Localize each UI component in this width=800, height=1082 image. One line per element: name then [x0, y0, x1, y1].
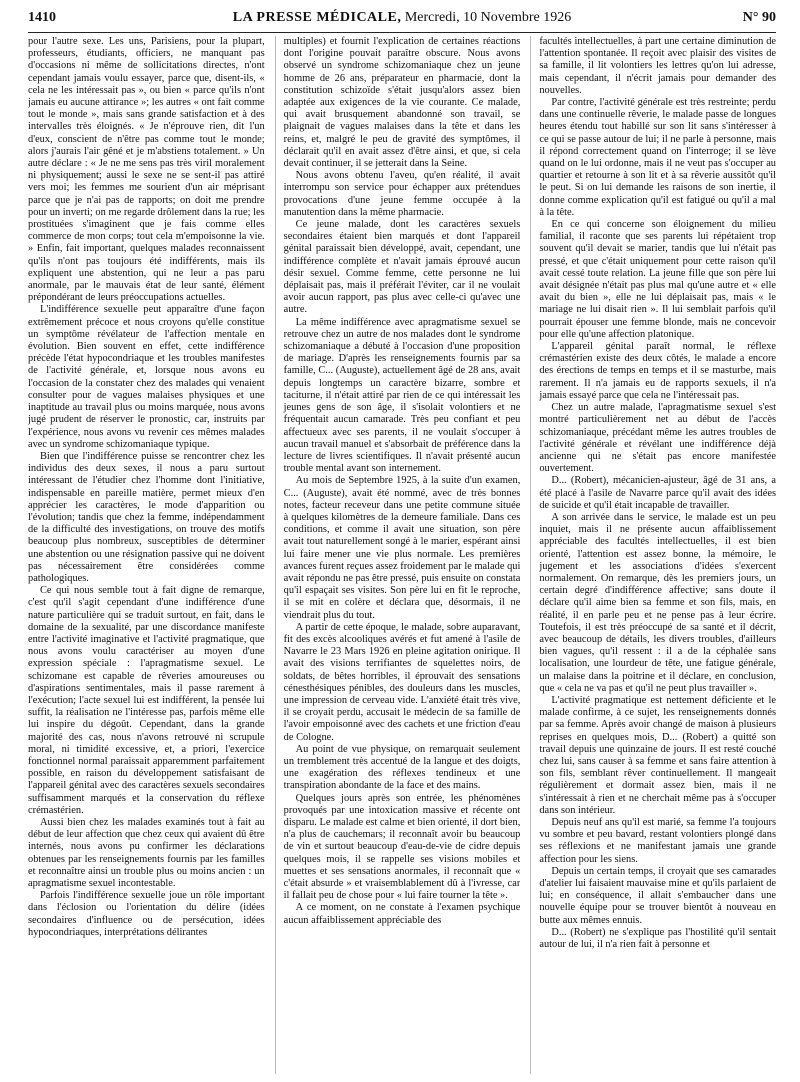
paragraph: Bien que l'indifférence puisse se rencontrer chez les individus des deux sexes, il nous a paru surtout intéressant de l'étudier chez l'homme dont l'initiative, indispensable en pareille matière, permet mieux d'en apprécier les caractères, le mode d'apparition ou l'évolution; tandis que chez la femme, indépendamment de la difficulté des investigations, on trouve des motifs beaucoup plus nombreux, susceptibles de déterminer une abstention ou une résignation passive qui ne doivent pas nécessairement être considérées comme pathologiques. [28, 450, 265, 584]
paragraph: multiples) et fournit l'explication de certaines réactions dont l'origine pouvait paraître obscure. Nous avons observé un syndrome schizomaniaque chez un jeune homme de 26 ans, préparateur en pharmacie, dont la constitution schizoïde s'était jusqu'alors assez bien adaptée aux exigences de la vie courante. Ce malade, qui avait brusquement abandonné son travail, se plaignait de vagues malaises dans la tête et dans les reins, et, malgré le peu de gravité des symptômes, il déclarait qu'il en avait assez d'être ainsi, et que, si cela devait continuer, il se jetterait dans la Seine. [283, 36, 521, 170]
page-number: 1410 [28, 10, 56, 25]
paragraph: L'indifférence sexuelle peut apparaître d'une façon extrêmement précoce et nous croyons qu'elle constitue un symptôme révélateur de l'affection mentale en évolution. Bien souvent en effet, cette indifférence précède l'état hypocondriaque et les troubles manifestes de l'activité générale, et, lorsque nous avons eu l'occasion de la constater chez des malades qui venaient consulter pour de vagues malaises physiques et une inaptitude au travail plus ou moins marquée, nous avons jugé prudent de réserver le pronostic, car, instruits par l'expérience, nous avons vu revenir ces mêmes malades avec un syndrome schizomaniaque typique. [28, 304, 265, 450]
paragraph: En ce qui concerne son éloignement du milieu familial, il raconte que ses parents lui répétaient trop souvent qu'il devait se marier, tandis que lui n'était pas pressé, et que c'était uniquement pour cette raison qu'il avait cessé toute relation. La jeune fille que son père lui avait désignée n'était pas plus mal qu'une autre et « elle avait du bien », elle ne lui déplaisait pas, mais « le mariage ne lui disait rien ». Il lui semblait parfois qu'il pourrait épouser une femme blonde, mais ne concevoir pour elle qu'une affection platonique. [539, 219, 777, 340]
paragraph: Depuis neuf ans qu'il est marié, sa femme l'a toujours vu sombre et peu bavard, restant volontiers plongé dans ses réflexions et ne manifestant jamais une grande affection pour les siens. [539, 817, 777, 865]
journal-title [28, 10, 776, 26]
column-right [530, 36, 776, 1074]
paragraph: A partir de cette époque, le malade, sobre auparavant, fit des excès alcooliques avérés et fut amené à l'asile de Navarre le 23 Mars 1926 en pleine agitation onirique. Il avait des visions terrifiantes de squelettes noirs, de soldats, de bêtes horribles, il éprouvait des sensations cénesthésiques pénibles, des douleurs dans les muscles, une impression de cerveau vide. L'anxiété était très vive, il se croyait perdu, accusait le médecin de sa famille de l'avoir empoisonné avec des cachets et une friction d'eau de Cologne. [283, 621, 521, 743]
paragraph: pour l'autre sexe. Les uns, Parisiens, pour la plupart, professeurs, étudiants, officiers, ne manquant pas d'occasions ni même de sollicitations directes, n'ont cependant jamais voulu essayer, parce que, disent-ils, « cela ne les intéressait pas », ou bien « parce qu'ils n'ont jamais eu aucune attirance »; les autres « ont fait comme tout le monde », mais sans grande satisfaction et à des intervalles très éloignés. « Je n'éprouve rien, dit l'un d'eux, conscient de n'être pas comme tout le monde; alors j'aurais l'air gêné et je m'abstiens totalement. » Un autre déclare : « Je ne me sens pas très viril moralement ni physiquement; aussi le sexe ne se sent-il pas attiré vers moi; les femmes me sourient d'un air méprisant parce que je n'ai pas de rapports; on doit me prendre pour un inverti; on me regarde drôlement dans la rue; les prostituées s'imaginent que je fais comme elles commerce de mon corps; tout cela m'empoisonne la vie. » Enfin, fait important, quelques malades reconnaissent qu'ils n'ont pas toujours été indifférents, mais ils expliquent une abstention, qui ne leur a pas paru anormale, par le mauvais état de leur santé, élément prépondérant de leurs préoccupations actuelles. [28, 36, 265, 304]
journal-name: LA PRESSE MÉDICALE, [232, 10, 402, 25]
page-header [28, 8, 776, 33]
paragraph: Au point de vue physique, on remarquait seulement un tremblement très accentué de la langue et des doigts, une exagération des réflexes tendineux et une transpiration abondante de la face et des mains. [283, 743, 521, 792]
paragraph: L'activité pragmatique est nettement déficiente et le malade confirme, à ce sujet, les renseignements donnés par sa femme. Après avoir changé de maison à plusieurs reprises en quelques mois, D... (Robert) a quitté son travail depuis une quinzaine de jours. Il est resté couché chez lui, sans causer à sa femme et sans faire attention à son fils, semblant rêver continuellement. Il mangeait régulièrement et dormait assez bien, mais il ne s'intéressait à rien et ne cherchait même pas à s'occuper dans son intérieur. [539, 694, 777, 816]
paragraph: Chez un autre malade, l'apragmatisme sexuel s'est montré particulièrement net au début de l'accès schizomaniaque, précédant même les autres troubles de l'activité générale et révélant une indifférence déjà ancienne qui ne s'était pas encore manifestée ouvertement. [539, 402, 777, 475]
paragraph: Parfois l'indifférence sexuelle joue un rôle important dans l'éclosion ou l'orientation du délire (idées secondaires d'influence ou de persécution, idées hypocondriaques, interprétations délirantes [28, 890, 265, 938]
article-body [28, 36, 776, 1074]
paragraph: Aussi bien chez les malades examinés tout à fait au début de leur affection que chez ceux qui avaient dû être internés, nous avons pu confirmer les déclarations obtenues par les renseignements fournis par les familles et reconnaître ainsi un trouble plus ou moins ancien : un apragmatisme sexuel incontestable. [28, 817, 265, 890]
paragraph: Par contre, l'activité générale est très restreinte; perdu dans une continuelle rêverie, le malade passe de longues heures étendu tout habillé sur son lit sans s'intéresser à ce qui se passe autour de lui; il ne parle à personne, mais il répond correctement quand on l'interroge; il se lève quand on le lui ordonne, mais il ne veut pas s'occuper au quartier et retourne à son lit et à sa rêverie aussitôt qu'il le peut. Si on lui demande les raisons de son inertie, il donne comme explication qu'il est fatigué ou qu'il a mal à la tête. [539, 97, 777, 218]
paragraph: A ce moment, on ne constate à l'examen psychique aucun affaiblissement appréciable des [283, 902, 521, 926]
issue-date: Mercredi, 10 Novembre 1926 [404, 10, 572, 25]
paragraph: L'appareil génital paraît normal, le réflexe crémastérien existe des deux côtés, le malade a encore des érections de temps en temps et il se masturbe, mais rarement. Il n'a jamais eu de rapports sexuels, il n'a jamais essayé parce que cela ne l'intéressait pas. [539, 341, 777, 401]
column-left [28, 36, 265, 1074]
paragraph: Ce jeune malade, dont les caractères sexuels secondaires étaient bien marqués et dont l'appareil génital paraissait bien développé, avait, cependant, une indifférence complète et n'avait jamais éprouvé aucun désir sexuel. Comme femme, cette personne ne lui déplaisait pas, mais il préférait l'éviter, car il ne voulait avoir aucun rapport, pas plus avec celle-ci qu'avec une autre. [283, 219, 521, 316]
column-middle [275, 36, 521, 1074]
paragraph: D... (Robert), mécanicien-ajusteur, âgé de 31 ans, a été placé à l'asile de Navarre parce qu'il avait des idées de suicide et qu'il était incapable de travailler. [539, 475, 777, 511]
paragraph: Nous avons obtenu l'aveu, qu'en réalité, il avait interrompu son service pour échapper aux prétendues provocations d'une jeune femme occupée à la manutention dans la même pharmacie. [283, 170, 521, 218]
paragraph: La même indifférence avec apragmatisme sexuel se retrouve chez un autre de nos malades dont le syndrome schizomaniaque a débuté à l'occasion d'une proposition de mariage. D'après les renseignements fournis par sa famille, C... (Auguste), actuellement âgé de 28 ans, avait depuis longtemps un caractère bizarre, sombre et taciturne, il n'était attiré par rien de ce qui intéressait les jeunes gens de son âge, il s'isolait volontiers et ne fréquentait aucun camarade. Très peu confiant et peu affectueux avec ses parents, il ne voulait s'occuper à aucun travail manuel et s'absorbait de préférence dans la lecture de livres scientifiques. Il n'avait présenté aucun trouble mental avant son internement. [283, 316, 521, 475]
paragraph: A son arrivée dans le service, le malade est un peu inquiet, mais il ne présente aucun affaiblissement appréciable des facultés intellectuelles, il est bien orienté, l'attention est assez bonne, la mémoire, le jugement et les associations d'idées s'exercent normalement. On remarque, dès les premiers jours, un certain degré d'indifférence affective; sans doute il déclare qu'il aime bien sa femme et son fils, mais, en réalité, il en parle peu et ne pense pas à leur écrire. Toutefois, il est très préoccupé de sa santé et il décrit, avec beaucoup de détails, les divers troubles, d'ailleurs bien vagues, qu'il ressent : il a de la céphalée sans localisation, une lourdeur de tête, une fatigue générale, un malaise dans la poitrine et il déclare, en conclusion, que « cela ne va pas et qu'il ne peut plus travailler ». [539, 511, 777, 694]
paragraph: Ce qui nous semble tout à fait digne de remarque, c'est qu'il s'agit cependant d'une indifférence d'une nature particulière qui se traduit surtout, en fait, dans le domaine de la sexualité, par une discordance manifeste entre l'activité imaginative et l'activité pragmatique, que nous avons voulu caractériser au moyen d'une expression spéciale : l'apragmatisme sexuel. Le schizomane est capable de rêveries amoureuses ou d'aspirations sentimentales, mais il passe rarement à l'exécution; l'acte sexuel lui est indifférent, la pensée lui suffit, la réalisation ne l'intéresse pas, parfois même elle lui inspire du dégoût. Cependant, dans la grande majorité des cas, nous n'avons retrouvé ni scrupule moral, ni timidité excessive, et, a priori, l'exercice fonctionnel normal paraissait apparemment parfaitement possible, en raison du développement satisfaisant de l'appareil génital avec des caractères sexuels secondaires suffisamment marqués et la conservation du réflexe crémastérien. [28, 585, 265, 816]
paragraph: Depuis un certain temps, il croyait que ses camarades d'atelier lui faisaient mauvaise mine et qu'ils parlaient de lui; en conséquence, il allait s'embaucher dans une nouvelle équipe pour se trouver bientôt à nouveau en butte aux mêmes ennuis. [539, 865, 777, 926]
paragraph: facultés intellectuelles, à part une certaine diminution de l'attention spontanée. Il reçoit avec plaisir des visites de sa famille, il lit volontiers les lettres qu'on lui adresse, mais cependant, il n'écrit jamais pour demander des nouvelles. [539, 36, 777, 96]
issue-number: N° 90 [742, 10, 776, 25]
paragraph: D... (Robert) ne s'explique pas l'hostilité qu'il sentait autour de lui, il n'a rien fait à personne et [539, 926, 777, 951]
paragraph: Au mois de Septembre 1925, à la suite d'un examen, C... (Auguste), avait été nommé, avec de très bonnes notes, facteur receveur dans une petite commune située à quelques kilomètres de la demeure familiale. Dans ces conditions, et comme il avait une situation, son père avait tout naturellement songé à le marier, espérant ainsi lui faire mener une vie plus normale. Les premières avances furent reçues assez froidement par le malade qui avait répondu ne pas être pressé, puis ensuite on constata qu'il espaçait ses visites. Son père lui en fit le reproche, il se mit en colère et déclara que, désormais, il ne viendrait plus du tout. [283, 475, 521, 621]
paragraph: Quelques jours après son entrée, les phénomènes provoqués par une intoxication massive et récente ont disparu. Le malade est calme et bien orienté, il dort bien, n'a plus de cauchemars; il reconnaît avoir bu beaucoup de vin et surtout beaucoup d'eau-de-vie de cidre depuis quelques mois, il se rappelle ses visions mobiles et muettes et ses sensations anormales, il reconnaît que « c'était absurde » et vraisemblablement dû à l'ivresse, car il fallait peu de chose pour « lui faire tourner la tête ». [283, 792, 521, 902]
